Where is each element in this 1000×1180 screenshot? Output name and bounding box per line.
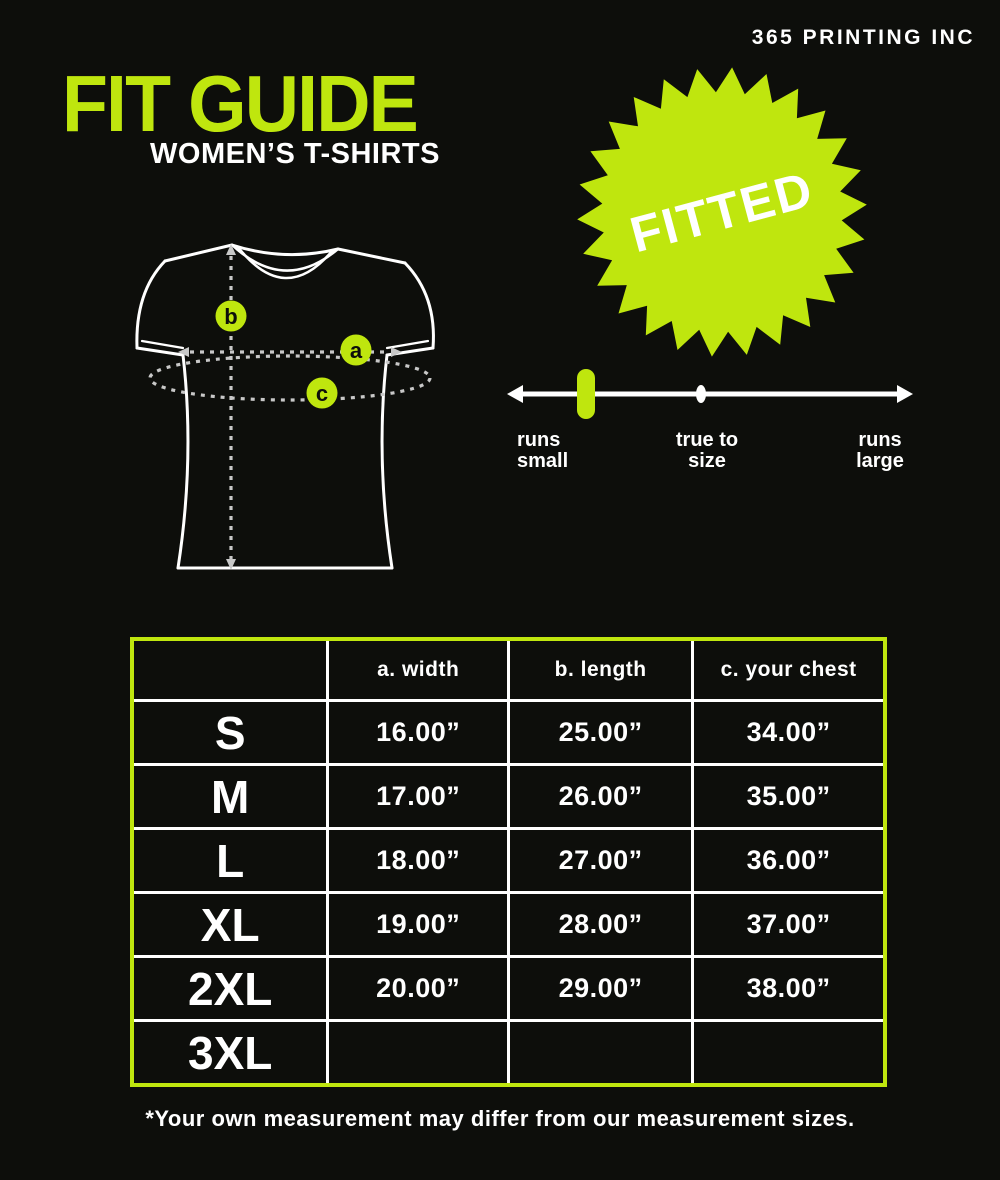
fitted-badge (574, 64, 869, 364)
width-value: 20.00” (329, 958, 507, 1019)
tshirt-outline-icon (120, 228, 460, 588)
header-chest: c. your chest (694, 641, 883, 699)
chest-value: 36.00” (694, 830, 883, 891)
length-value: 28.00” (510, 894, 691, 955)
scale-arrow-left-icon (507, 385, 523, 403)
length-value: 26.00” (510, 766, 691, 827)
marker-c-letter: c (315, 381, 329, 406)
header-length: b. length (510, 641, 691, 699)
width-value: 17.00” (329, 766, 507, 827)
scale-label-runs-large: runs large (856, 429, 904, 472)
size-label: S (134, 702, 326, 763)
measurement-disclaimer: *Your own measurement may differ from our measurement sizes. (145, 1106, 855, 1131)
chest-value: 37.00” (694, 894, 883, 955)
length-value: 25.00” (510, 702, 691, 763)
chest-measure-ellipse (150, 356, 430, 400)
header-width: a. width (329, 641, 507, 699)
tshirt-diagram (120, 228, 460, 593)
page-subtitle: WOMEN’S T-SHIRTS (150, 138, 440, 170)
width-value (329, 1022, 507, 1083)
scale-arrow-right-icon (897, 385, 913, 403)
arrow-right-icon (391, 347, 402, 357)
scale-label-true-to-size: true to size (675, 429, 739, 472)
chest-value: 35.00” (694, 766, 883, 827)
size-label: XL (134, 894, 326, 955)
measure-markers (216, 301, 372, 409)
marker-b-letter: b (224, 304, 238, 329)
length-value (510, 1022, 691, 1083)
length-value: 29.00” (510, 958, 691, 1019)
scale-position-marker (577, 369, 595, 419)
width-value: 18.00” (329, 830, 507, 891)
size-table (130, 637, 887, 1087)
page-title: FIT GUIDE (62, 59, 417, 148)
size-label: 3XL (134, 1022, 326, 1083)
chest-value (694, 1022, 883, 1083)
scale-label-runs-small: runs small (517, 429, 569, 472)
width-value: 16.00” (329, 702, 507, 763)
brand-name: 365 PRINTING INC (751, 26, 975, 49)
width-value: 19.00” (329, 894, 507, 955)
size-label: L (134, 830, 326, 891)
fit-scale (505, 358, 915, 433)
badge-label: FITTED (624, 160, 820, 264)
marker-a-letter: a (349, 338, 363, 363)
scale-midpoint-dot (696, 385, 706, 403)
size-label: 2XL (134, 958, 326, 1019)
chest-value: 38.00” (694, 958, 883, 1019)
chest-value: 34.00” (694, 702, 883, 763)
length-value: 27.00” (510, 830, 691, 891)
header-blank (134, 641, 326, 699)
size-label: M (134, 766, 326, 827)
